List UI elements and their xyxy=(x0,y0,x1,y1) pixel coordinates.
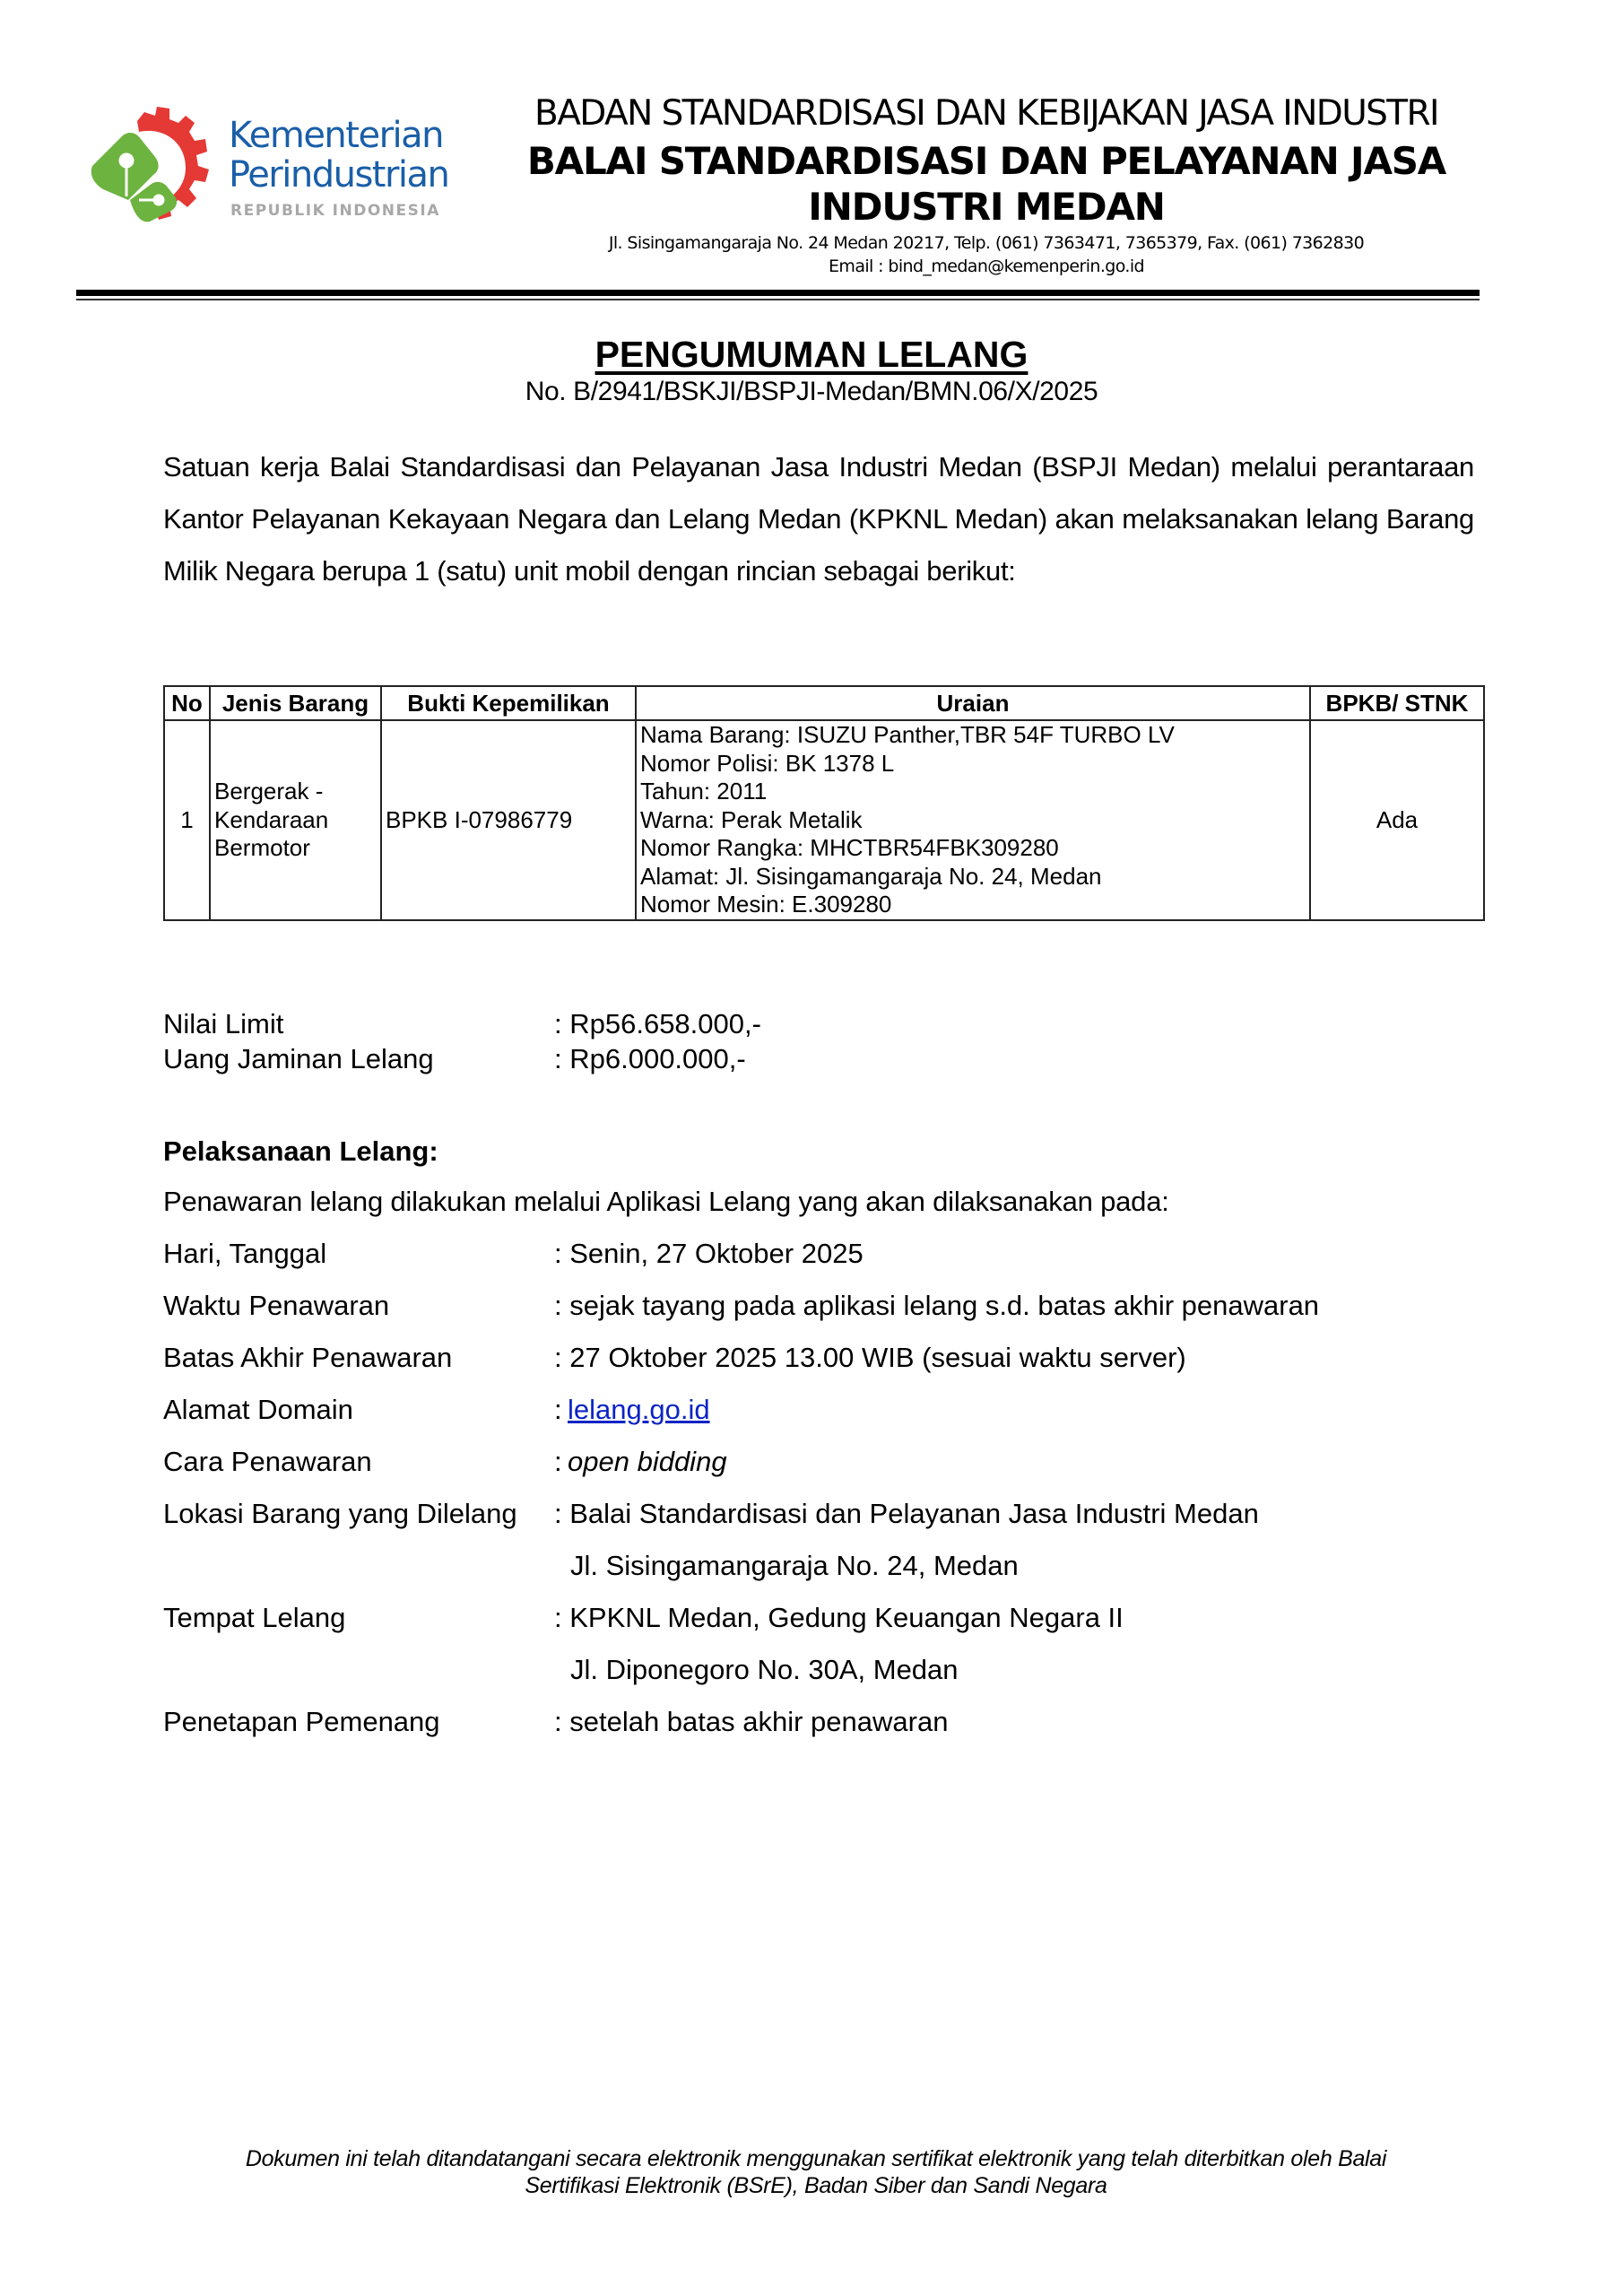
letterhead-address: Jl. Sisingamangaraja No. 24 Medan 20217, Telp. (061) 7363471, 7365379, Fax. (061) 7362830 xyxy=(608,233,1365,253)
jenis-line: Bergerak - xyxy=(214,778,324,804)
jenis-line: Kendaraan xyxy=(214,805,329,833)
lelang-domain-link[interactable]: lelang.go.id xyxy=(568,1394,710,1425)
hari-tanggal-label: Hari, Tanggal xyxy=(163,1238,327,1269)
footer-line-2: Sertifikasi Elektronik (BSrE), Badan Siber dan Sandi Negara xyxy=(525,2173,1107,2198)
footer-line-1: Dokumen ini telah ditandatangani secara elektronik menggunakan sertifikat elektronik yang telah diterbitkan oleh Balai xyxy=(245,2146,1387,2171)
cara-penawaran-colon: : xyxy=(554,1446,562,1477)
document-title xyxy=(269,334,1354,376)
batas-akhir-label: Batas Akhir Penawaran xyxy=(163,1342,453,1373)
logo-line-3: REPUBLIK INDONESIA xyxy=(230,202,440,220)
cell-bpkb-stnk: Ada xyxy=(1310,720,1484,920)
document-number: No. B/2941/BSKJI/BSPJI-Medan/BMN.06/X/2025 xyxy=(525,377,1098,406)
logo-line-2: Perindustrian xyxy=(229,154,449,196)
alamat-domain-label: Alamat Domain xyxy=(163,1394,353,1425)
e-signature-footer xyxy=(152,2145,1480,2199)
alamat-domain-colon: : xyxy=(554,1394,562,1425)
letterhead-office-line-1: BALAI STANDARDISASI DAN PELAYANAN JASA xyxy=(526,139,1446,183)
auction-items-table xyxy=(163,685,1485,921)
header-jenis-barang: Jenis Barang xyxy=(210,686,381,720)
cell-bukti-kepemilikan: BPKB I-07986779 xyxy=(381,720,636,920)
uraian-alamat: Alamat: Jl. Sisingamangaraja No. 24, Medan xyxy=(640,862,1102,890)
uraian-nama-barang: Nama Barang: ISUZU Panther,TBR 54F TURBO LV xyxy=(640,721,1175,748)
hari-tanggal-value: : Senin, 27 Oktober 2025 xyxy=(554,1238,864,1269)
table-header-row xyxy=(164,686,1484,720)
waktu-penawaran-label: Waktu Penawaran xyxy=(163,1290,390,1321)
letterhead-agency: BADAN STANDARDISASI DAN KEBIJAKAN JASA INDUSTRI xyxy=(534,93,1438,134)
intro-paragraph: Satuan kerja Balai Standardisasi dan Pelayanan Jasa Industri Medan (BSPJI Medan) melalui perantaraan Kantor Pelayanan Kekayaan Negara dan Lelang Medan (KPKNL Medan) akan melaksanakan lelang Barang Milik Negara berupa 1 (satu) unit mobil dengan rincian sebagai berikut: xyxy=(163,451,1474,587)
tempat-lelang-value: : KPKNL Medan, Gedung Keuangan Negara II xyxy=(554,1602,1124,1633)
header-bukti-kepemilikan: Bukti Kepemilikan xyxy=(381,686,636,720)
cell-no: 1 xyxy=(164,720,210,920)
jenis-line: Bermotor xyxy=(214,834,310,861)
lokasi-barang-value: : Balai Standardisasi dan Pelayanan Jasa Industri Medan xyxy=(554,1498,1259,1529)
batas-akhir-value: : 27 Oktober 2025 13.00 WIB (sesuai waktu server) xyxy=(554,1342,1186,1373)
tempat-lelang-label: Tempat Lelang xyxy=(163,1602,346,1633)
tempat-lelang-address: Jl. Diponegoro No. 30A, Medan xyxy=(570,1654,959,1685)
nilai-limit-value: : Rp56.658.000,- xyxy=(554,1008,761,1039)
penetapan-pemenang-value: : setelah batas akhir penawaran xyxy=(554,1706,949,1737)
table-row xyxy=(164,720,1484,920)
header-no: No xyxy=(164,686,210,720)
pelaksanaan-intro: Penawaran lelang dilakukan melalui Aplikasi Lelang yang akan dilaksanakan pada: xyxy=(163,1186,1169,1217)
letterhead-office-line-2: INDUSTRI MEDAN xyxy=(808,185,1165,229)
uraian-tahun: Tahun: 2011 xyxy=(640,778,768,804)
uang-jaminan-label: Uang Jaminan Lelang xyxy=(163,1043,434,1074)
uraian-nomor-polisi: Nomor Polisi: BK 1378 L xyxy=(640,749,895,777)
gear-leaf-icon xyxy=(85,103,220,238)
header-bpkb-stnk: BPKB/ STNK xyxy=(1310,686,1484,720)
nilai-limit-label: Nilai Limit xyxy=(163,1008,284,1039)
waktu-penawaran-value: : sejak tayang pada aplikasi lelang s.d. batas akhir penawaran xyxy=(554,1290,1320,1321)
penetapan-pemenang-label: Penetapan Pemenang xyxy=(163,1706,440,1737)
letterhead-email: Email : bind_medan@kemenperin.go.id xyxy=(829,257,1144,276)
document-title-text: PENGUMUMAN LELANG xyxy=(595,334,1028,375)
cell-uraian xyxy=(636,720,1310,920)
letterhead-divider-thin xyxy=(76,299,1480,300)
cara-penawaran-value: open bidding xyxy=(568,1446,727,1477)
lokasi-barang-label: Lokasi Barang yang Dilelang xyxy=(163,1498,517,1529)
kemenperin-logo xyxy=(85,103,462,238)
lokasi-barang-address: Jl. Sisingamangaraja No. 24, Medan xyxy=(570,1550,1019,1581)
uraian-nomor-mesin: Nomor Mesin: E.309280 xyxy=(640,891,892,918)
uraian-warna: Warna: Perak Metalik xyxy=(640,805,863,833)
cell-jenis-barang xyxy=(210,720,381,920)
uraian-nomor-rangka: Nomor Rangka: MHCTBR54FBK309280 xyxy=(640,834,1059,861)
pelaksanaan-heading: Pelaksanaan Lelang: xyxy=(163,1135,438,1167)
letterhead-divider-thick xyxy=(76,290,1480,296)
logo-line-1: Kementerian xyxy=(229,115,443,156)
uang-jaminan-value: : Rp6.000.000,- xyxy=(554,1043,746,1074)
header-uraian: Uraian xyxy=(636,686,1310,720)
cara-penawaran-label: Cara Penawaran xyxy=(163,1446,372,1477)
